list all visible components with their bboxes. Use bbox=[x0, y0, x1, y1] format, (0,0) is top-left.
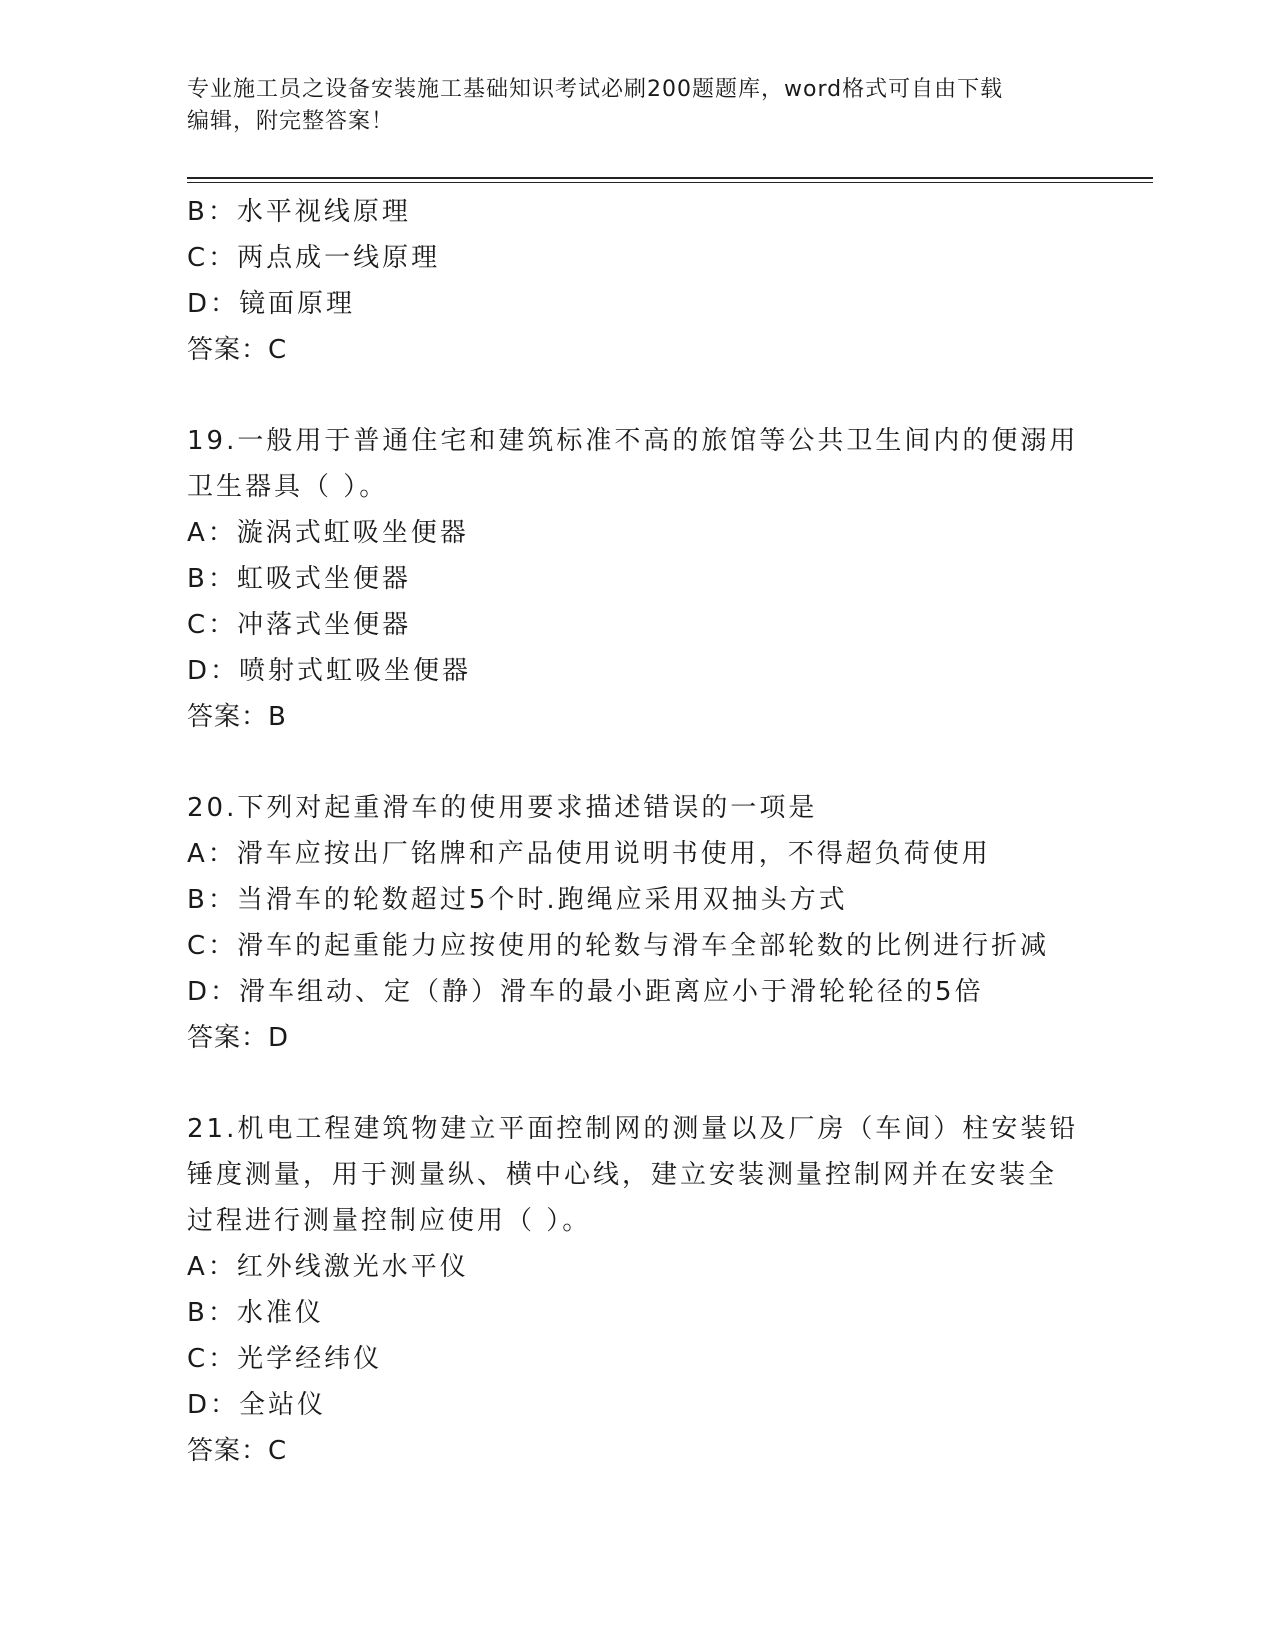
question-text-line-2: 卫生器具（ ）。 bbox=[187, 472, 389, 502]
option-a: A：漩涡式虹吸坐便器 bbox=[187, 518, 469, 548]
option-d: D：全站仪 bbox=[187, 1390, 327, 1420]
document-header bbox=[187, 74, 1067, 138]
document-body bbox=[187, 189, 1127, 1474]
option-a: A：滑车应按出厂铭牌和产品使用说明书使用，不得超负荷使用 bbox=[187, 839, 991, 869]
option-a: A：红外线激光水平仪 bbox=[187, 1252, 469, 1282]
option-b: B：当滑车的轮数超过5个时.跑绳应采用双抽头方式 bbox=[187, 885, 848, 915]
question-19 bbox=[187, 418, 1127, 740]
option-c: C：冲落式坐便器 bbox=[187, 610, 412, 640]
question-21 bbox=[187, 1106, 1127, 1474]
question-fragment bbox=[187, 189, 1127, 373]
question-text-line-1: 20.下列对起重滑车的使用要求描述错误的一项是 bbox=[187, 793, 818, 823]
option-b: B：水准仪 bbox=[187, 1298, 324, 1328]
question-text-line-3: 过程进行测量控制应使用（ ）。 bbox=[187, 1206, 592, 1236]
question-text-line-1: 21.机电工程建筑物建立平面控制网的测量以及厂房（车间）柱安装铅 bbox=[187, 1114, 1079, 1144]
option-d: D：滑车组动、定（静）滑车的最小距离应小于滑轮轮径的5倍 bbox=[187, 977, 984, 1007]
question-20 bbox=[187, 785, 1127, 1061]
option-c: C：滑车的起重能力应按使用的轮数与滑车全部轮数的比例进行折减 bbox=[187, 931, 1050, 961]
answer-line: 答案：D bbox=[187, 1023, 290, 1053]
header-line-1: 专业施工员之设备安装施工基础知识考试必刷200题题库，word格式可自由下载 bbox=[187, 77, 1004, 102]
header-divider-thick bbox=[187, 177, 1153, 179]
option-c: C：两点成一线原理 bbox=[187, 243, 441, 273]
option-d: D：喷射式虹吸坐便器 bbox=[187, 656, 472, 686]
header-line-2: 编辑，附完整答案！ bbox=[187, 109, 395, 134]
answer-line: 答案：C bbox=[187, 335, 288, 365]
answer-line: 答案：B bbox=[187, 702, 287, 732]
option-c: C：光学经纬仪 bbox=[187, 1344, 383, 1374]
question-text-line-2: 锤度测量，用于测量纵、横中心线，建立安装测量控制网并在安装全 bbox=[187, 1160, 1058, 1190]
question-text-line-1: 19.一般用于普通住宅和建筑标准不高的旅馆等公共卫生间内的便溺用 bbox=[187, 426, 1079, 456]
option-b: B：水平视线原理 bbox=[187, 197, 411, 227]
answer-line: 答案：C bbox=[187, 1436, 288, 1466]
option-d: D：镜面原理 bbox=[187, 289, 356, 319]
header-divider-thin bbox=[187, 182, 1153, 183]
option-b: B：虹吸式坐便器 bbox=[187, 564, 411, 594]
